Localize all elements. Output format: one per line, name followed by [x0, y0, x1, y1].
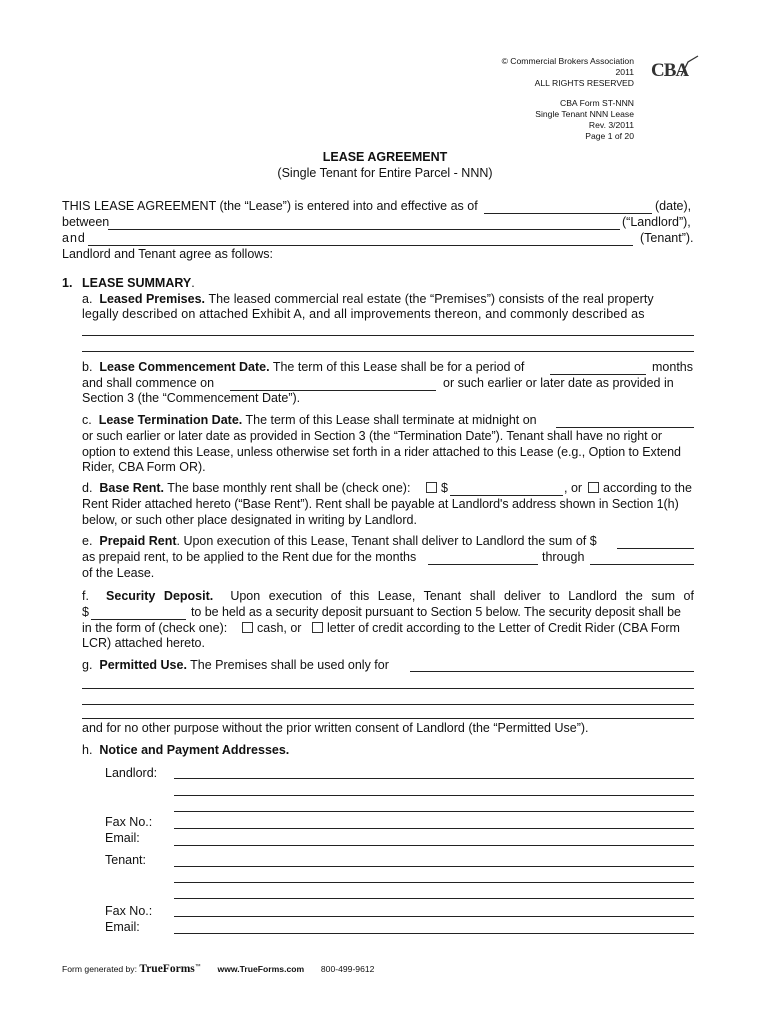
cba-logo: [651, 54, 699, 84]
intro-between: between: [62, 215, 110, 229]
intro-date-label: (date),: [655, 199, 692, 213]
footer: [62, 963, 374, 975]
landlord-name-field[interactable]: [108, 229, 620, 230]
item-c-text-3: option to extend this Lease, unless otherwise set forth in a rider attached to this Lease (e.g., Option to Extend: [82, 445, 681, 459]
item-h-line-1: [82, 743, 289, 758]
item-d-dollar: $: [441, 481, 448, 495]
permitted-use-field-4[interactable]: [82, 718, 694, 719]
item-g-text-2: and for no other purpose without the prior written consent of Landlord (the “Permitted Use”).: [82, 721, 589, 735]
footer-trademark: ™: [194, 964, 201, 971]
section-1-number: 1.: [62, 276, 73, 290]
item-g-label: Permitted Use.: [99, 658, 187, 672]
item-c-letter: c.: [82, 413, 92, 427]
tenant-fax-label: Fax No.:: [105, 904, 153, 918]
document-title: LEASE AGREEMENT: [322, 150, 448, 164]
item-c-line-1: [82, 413, 537, 428]
cba-logo-text: CBA: [651, 60, 689, 81]
tenant-address-label: Tenant:: [105, 853, 147, 867]
landlord-address-label: Landlord:: [105, 766, 158, 780]
premises-description-line-1[interactable]: [82, 335, 694, 336]
item-e-through: through: [542, 550, 585, 564]
landlord-address-line-3[interactable]: [174, 811, 694, 812]
item-b-label: Lease Commencement Date.: [99, 360, 270, 374]
section-1-heading-wrap: [82, 276, 195, 291]
termination-date-field[interactable]: [556, 427, 694, 428]
item-c-text-1: The term of this Lease shall terminate at midnight on: [245, 413, 537, 427]
landlord-address-line-2[interactable]: [174, 795, 694, 796]
lease-term-months-field[interactable]: [550, 374, 646, 375]
footer-phone: 800-499-9612: [320, 964, 375, 974]
section-1-heading: LEASE SUMMARY: [82, 276, 192, 290]
copyright-text: © Commercial Brokers Association: [501, 56, 634, 66]
item-h-letter: h.: [82, 743, 93, 757]
item-f-text-3a: in the form of (check one):: [82, 621, 228, 635]
footer-website-link[interactable]: www.TrueForms.com: [217, 964, 305, 974]
base-rent-rider-checkbox[interactable]: [588, 482, 599, 493]
item-e-text-2a: as prepaid rent, to be applied to the Rent due for the months: [82, 550, 417, 564]
deposit-letter-of-credit-checkbox[interactable]: [312, 622, 323, 633]
copyright-year: 2011: [615, 67, 634, 77]
item-f-text-3b: cash, or: [257, 621, 302, 635]
prepaid-months-from-field[interactable]: [428, 564, 538, 565]
premises-description-line-2[interactable]: [82, 351, 694, 352]
item-b-text-2a: and shall commence on: [82, 376, 215, 390]
landlord-fax-field[interactable]: [174, 828, 694, 829]
tenant-email-label: Email:: [105, 920, 140, 934]
item-c-text-4: Rider, CBA Form OR).: [82, 460, 206, 474]
deposit-cash-checkbox[interactable]: [242, 622, 253, 633]
landlord-fax-label: Fax No.:: [105, 815, 153, 829]
intro-line-1: THIS LEASE AGREEMENT (the “Lease”) is entered into and effective as of: [62, 199, 478, 213]
item-e-text-1: . Upon execution of this Lease, Tenant shall deliver to Landlord the sum of $: [176, 534, 597, 548]
tenant-address-line-2[interactable]: [174, 882, 694, 883]
item-b-text-2b: or such earlier or later date as provided in: [443, 376, 674, 390]
intro-tenant-label: (Tenant”).: [640, 231, 694, 245]
item-f-line-1: [82, 589, 694, 604]
form-id: CBA Form ST-NNN: [559, 98, 634, 108]
security-deposit-amount-field[interactable]: [91, 619, 186, 620]
permitted-use-field-3[interactable]: [82, 704, 694, 705]
item-f-text-1: Upon execution of this Lease, Tenant shall deliver to Landlord the sum of: [230, 589, 694, 603]
item-f-label: Security Deposit.: [106, 589, 214, 603]
intro-landlord-label: (“Landlord”),: [622, 215, 691, 229]
item-d-text-2: Rent Rider attached hereto (“Base Rent”). Rent shall be payable at Landlord's address shown in Section 1(h): [82, 497, 679, 511]
item-b-text-1a: The term of this Lease shall be for a period of: [272, 360, 525, 374]
item-d-line-1: [82, 481, 410, 496]
prepaid-rent-amount-field[interactable]: [617, 548, 694, 549]
item-d-text-1c: according to the: [603, 481, 692, 495]
landlord-email-field[interactable]: [174, 845, 694, 846]
footer-brand: TrueForms: [139, 963, 195, 975]
form-info-block: [535, 98, 634, 142]
permitted-use-field-2[interactable]: [82, 688, 694, 689]
item-a-line-1: [82, 292, 654, 307]
copyright-block: [502, 56, 634, 89]
page-number: Page 1 of 20: [585, 131, 634, 141]
item-h-label: Notice and Payment Addresses.: [99, 743, 290, 757]
item-f-dollar: $: [82, 605, 89, 619]
item-a-text-1: The leased commercial real estate (the “Premises”) consists of the real property: [208, 292, 654, 306]
item-a-letter: a.: [82, 292, 93, 306]
prepaid-months-to-field[interactable]: [590, 564, 694, 565]
document-subtitle: (Single Tenant for Entire Parcel - NNN): [277, 166, 493, 180]
tenant-email-field[interactable]: [174, 933, 694, 934]
item-c-label: Lease Termination Date.: [98, 413, 243, 427]
section-1-heading-period: .: [191, 276, 195, 290]
tenant-fax-field[interactable]: [174, 916, 694, 917]
item-e-text-3: of the Lease.: [82, 566, 155, 580]
item-a-label: Leased Premises.: [99, 292, 206, 306]
item-d-label: Base Rent.: [99, 481, 164, 495]
intro-agree: Landlord and Tenant agree as follows:: [62, 247, 274, 261]
footer-generated-by: Form generated by:: [62, 964, 137, 974]
tenant-name-field[interactable]: [88, 245, 633, 246]
intro-and: and: [62, 231, 86, 245]
item-f-text-3c: letter of credit according to the Letter of Credit Rider (CBA Form: [327, 621, 680, 635]
item-g-line-1: [82, 658, 389, 673]
item-d-text-3: below, or such other place designated in writing by Landlord.: [82, 513, 417, 527]
tenant-address-line-1[interactable]: [174, 866, 694, 867]
tenant-address-line-3[interactable]: [174, 898, 694, 899]
landlord-address-line-1[interactable]: [174, 778, 694, 779]
base-rent-fixed-checkbox[interactable]: [426, 482, 437, 493]
item-f-text-4: LCR) attached hereto.: [82, 636, 205, 650]
checkmark-icon: [651, 54, 699, 84]
item-a-text-2: legally described on attached Exhibit A, and all improvements thereon, and commonly described as: [82, 307, 645, 321]
form-name: Single Tenant NNN Lease: [535, 109, 634, 119]
item-d-text-1a: The base monthly rent shall be (check one):: [167, 481, 411, 495]
base-rent-amount-field[interactable]: [450, 495, 563, 496]
item-d-or: , or: [564, 481, 583, 495]
item-g-letter: g.: [82, 658, 93, 672]
landlord-email-label: Email:: [105, 831, 140, 845]
item-b-line-1: [82, 360, 524, 375]
item-d-letter: d.: [82, 481, 93, 495]
item-e-label: Prepaid Rent: [99, 534, 177, 548]
item-b-letter: b.: [82, 360, 93, 374]
item-c-text-2: or such earlier or later date as provided in Section 3 (the “Termination Date”). Tenant shall have no right or: [82, 429, 662, 443]
form-revision: Rev. 3/2011: [588, 120, 634, 130]
permitted-use-field-1[interactable]: [410, 671, 694, 672]
item-b-months: months: [652, 360, 693, 374]
item-b-text-3: Section 3 (the “Commencement Date”).: [82, 391, 301, 405]
rights-text: ALL RIGHTS RESERVED: [534, 78, 634, 88]
item-e-letter: e.: [82, 534, 93, 548]
item-e-line-1: [82, 534, 597, 549]
item-g-text-1: The Premises shall be used only for: [190, 658, 389, 672]
effective-date-field[interactable]: [484, 213, 652, 214]
item-f-letter: f.: [82, 589, 89, 603]
item-f-text-2: to be held as a security deposit pursuant to Section 5 below. The security deposit shall be: [191, 605, 681, 619]
